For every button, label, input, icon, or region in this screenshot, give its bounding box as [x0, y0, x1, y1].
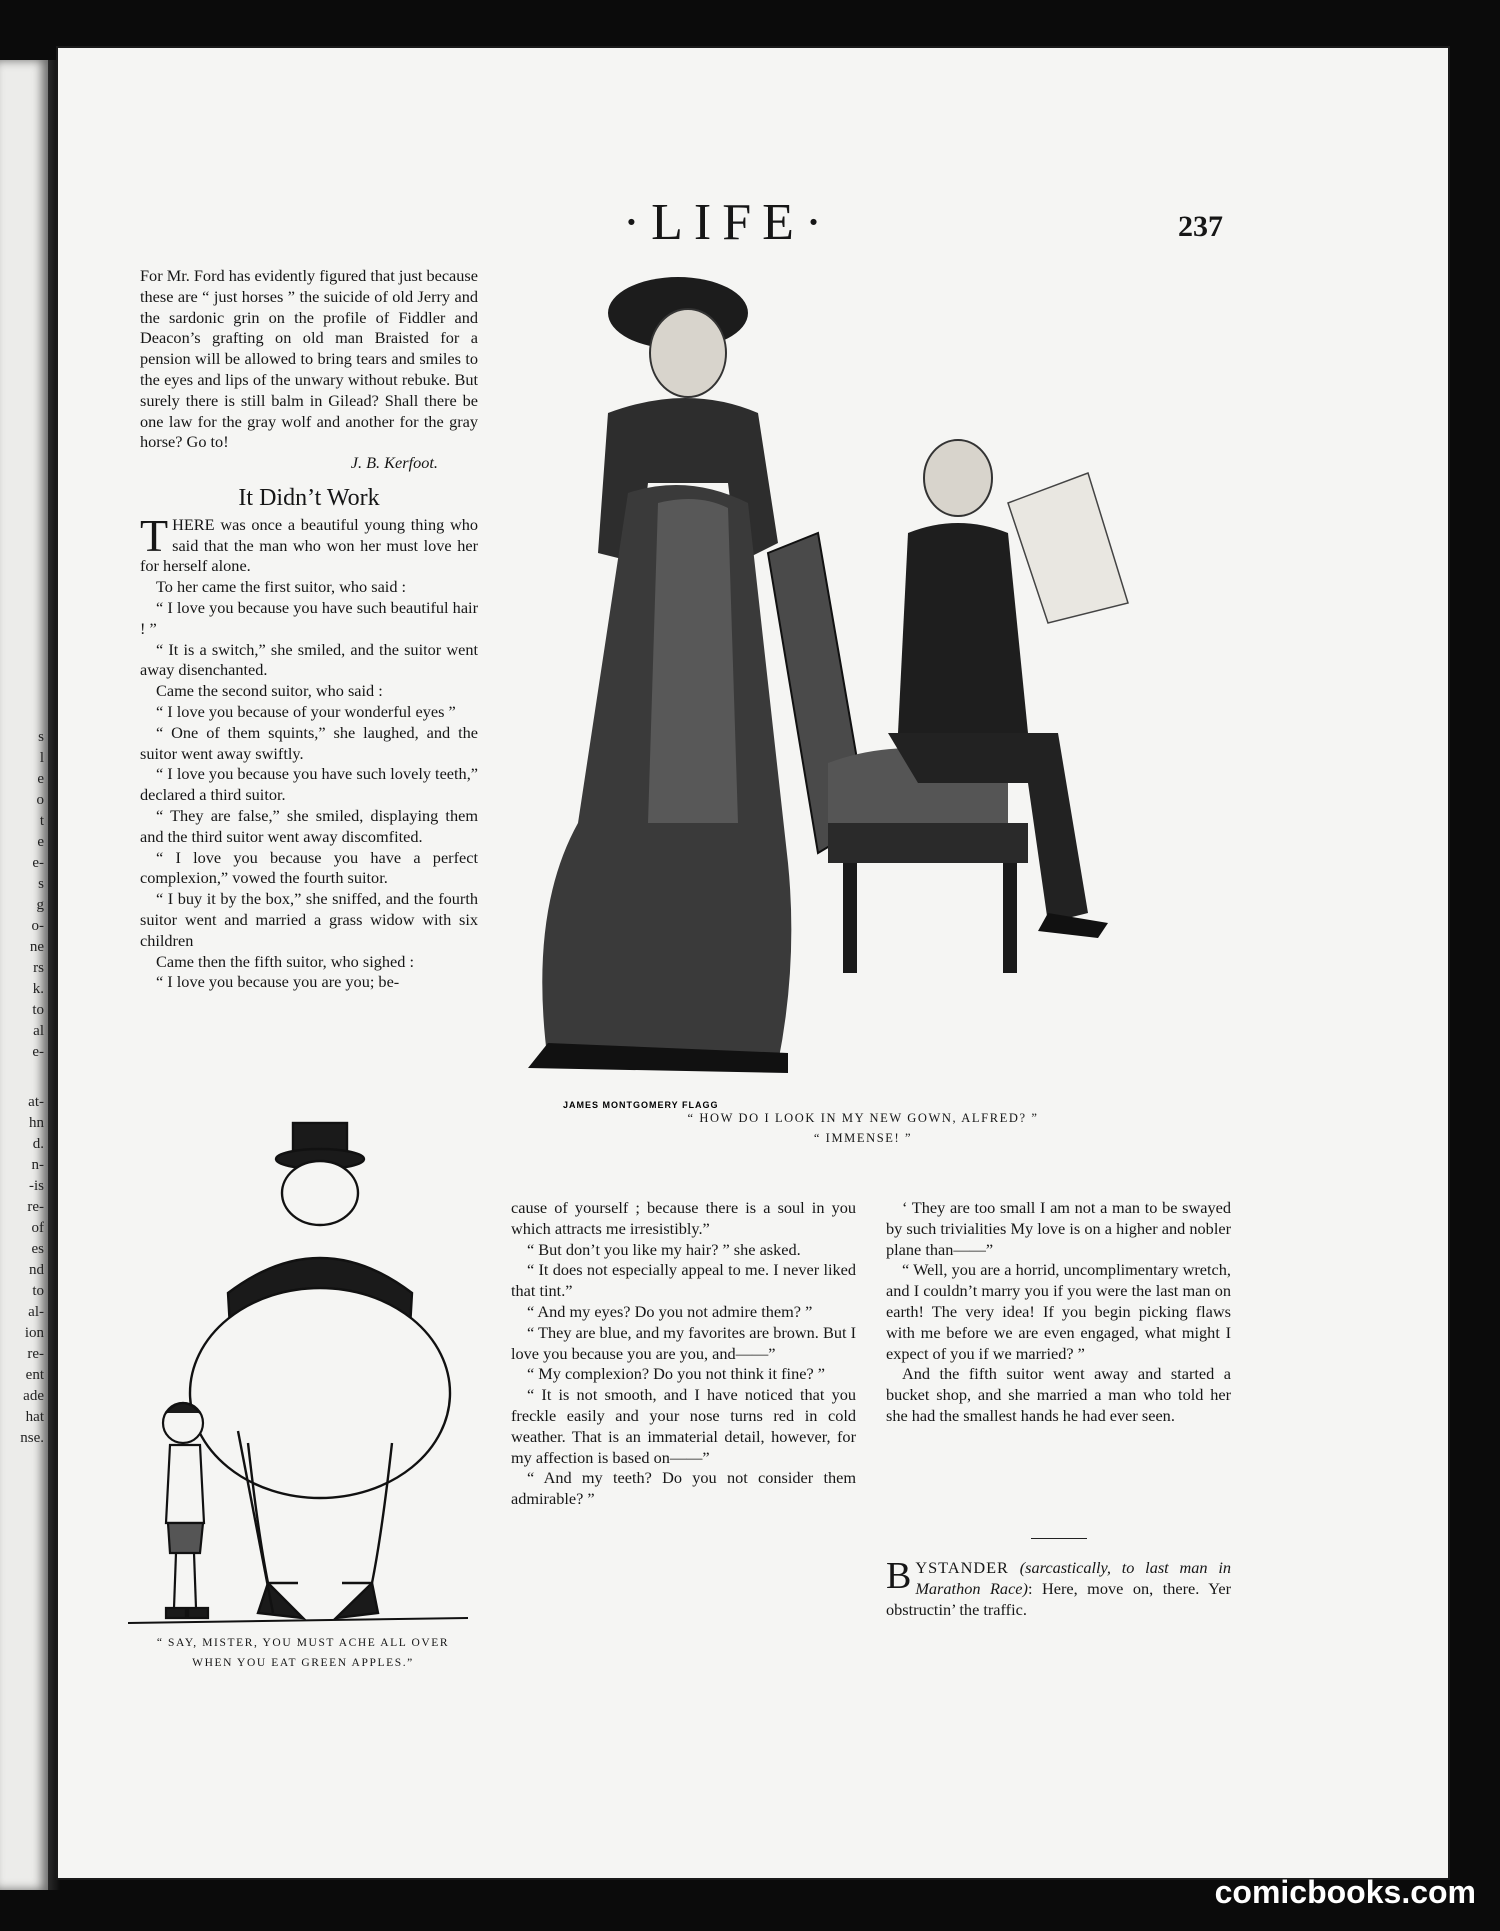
- facing-page-fragment: ade: [23, 1388, 44, 1404]
- facing-page-fragment: e-: [32, 855, 44, 871]
- facing-page-fragment: nd: [29, 1262, 44, 1278]
- story-paragraph: Came then the fifth suitor, who sighed :: [156, 951, 414, 971]
- small-caption-line-1: “ SAY, MISTER, YOU MUST ACHE ALL OVER: [156, 1637, 450, 1649]
- story-paragraph: “ But don’t you like my hair? ” she asked.: [527, 1239, 801, 1259]
- column-2: [511, 1198, 856, 1510]
- section-divider: [1031, 1538, 1087, 1539]
- story-paragraph: Came the second suitor, who said :: [156, 681, 383, 701]
- story-paragraph: “ I buy it by the box,” she sniffed, and the fourth suitor went and married a grass widow with six children: [140, 889, 478, 950]
- magazine-page: [58, 48, 1448, 1878]
- magazine-title: ·LIFE·: [622, 194, 834, 251]
- facing-page-fragment: al: [33, 1023, 44, 1039]
- watermark: comicbooks.com: [1214, 1874, 1476, 1910]
- story-title: It Didn’t Work: [238, 484, 380, 511]
- facing-page-fragment: o: [36, 792, 44, 808]
- main-illustration: [488, 263, 1258, 1163]
- story-paragraph: “ It does not especially appeal to me. I never liked that tint.”: [511, 1260, 856, 1301]
- facing-page-fragment: at-: [28, 1094, 44, 1110]
- story-paragraph: To her came the first suitor, who said :: [156, 577, 407, 597]
- page-number: 237: [1178, 210, 1223, 243]
- facing-page-fragment: al-: [28, 1304, 44, 1320]
- main-caption-line-2: “ IMMENSE! ”: [813, 1131, 913, 1145]
- story-paragraph: “ One of them squints,” she laughed, and the suitor went away swiftly.: [140, 722, 478, 763]
- artist-signature: JAMES MONTGOMERY FLAGG: [563, 1100, 719, 1110]
- story-paragraph: “ And my teeth? Do you not consider them admirable? ”: [511, 1468, 856, 1509]
- story-paragraph: “ I love you because you have such lovely teeth,” declared a third suitor.: [140, 764, 478, 805]
- facing-page-fragment: -is: [29, 1178, 44, 1194]
- story-paragraph: “ It is a switch,” she smiled, and the suitor went away disenchanted.: [140, 639, 478, 680]
- column-3: [886, 1198, 1231, 1427]
- story-paragraph: “ My complexion? Do you not think it fine? ”: [527, 1364, 825, 1384]
- facing-page-fragment: ent: [25, 1367, 44, 1383]
- story-paragraph: “ They are blue, and my favorites are brown. But I love you because you are you, and——”: [511, 1322, 856, 1363]
- facing-page-edge: [0, 60, 48, 1890]
- small-caption: [118, 1633, 488, 1673]
- bystander-text: : Here, move on, there. Yer obstructin’ the traffic.: [886, 1578, 1231, 1619]
- author-signature: J. B. Kerfoot.: [350, 453, 438, 473]
- facing-page-fragment: hat: [25, 1409, 44, 1425]
- small-caption-line-2: WHEN YOU EAT GREEN APPLES.”: [192, 1657, 414, 1669]
- small-illustration: [108, 1113, 468, 1633]
- facing-page-fragment: s: [38, 876, 44, 892]
- facing-page-fragment: e: [37, 834, 44, 850]
- facing-page-fragment: re-: [27, 1346, 44, 1362]
- story-paragraph: “ They are false,” she smiled, displaying them and the third suitor went away discomfited.: [140, 805, 478, 846]
- facing-page-fragment: rs: [33, 960, 44, 976]
- story-paragraph: “ I love you because you have a perfect complexion,” vowed the fourth suitor.: [140, 847, 478, 888]
- main-caption: [633, 1108, 1093, 1148]
- kerfoot-review-end: For Mr. Ford has evidently figured that just because these are “ just horses ” the suicide of old Jerry and the sardonic grin on the profile of Fiddler and Deacon’s grafting on old man Braisted for a pension will be allowed to bring tears and smiles to the eyes and lips of the unwary without rebuke. But surely there is still balm in Gilead? Shall there be one law for the gray wolf and another for the gray horse? Go to!: [140, 266, 478, 452]
- facing-page-fragment: e: [37, 771, 44, 787]
- facing-page-fragment: hn: [29, 1115, 44, 1131]
- facing-page-fragment: s: [38, 729, 44, 745]
- story-paragraph: “ I love you because you have such beautiful hair ! ”: [140, 597, 478, 638]
- story-paragraph: “ Well, you are a horrid, uncomplimentary wretch, and I couldn’t marry you if you were the last man on earth! The very idea! If you begin picking flaws with me before we are even engaged, what might I expect of you if we married? ”: [886, 1260, 1231, 1363]
- story-opening-text: HERE was once a beautiful young thing who said that the man who won her must love her for herself alone.: [140, 514, 478, 576]
- story-paragraph: cause of yourself ; because there is a soul in you which attracts me irresistibly.”: [511, 1198, 856, 1238]
- facing-page-fragment: es: [31, 1241, 44, 1257]
- story-paragraph: “ And my eyes? Do you not admire them? ”: [527, 1301, 813, 1321]
- facing-page-fragment: ion: [24, 1325, 44, 1341]
- story-paragraph: “ I love you because you are you; be-: [156, 972, 400, 992]
- bystander-label: YSTANDER: [915, 1558, 1009, 1577]
- facing-page-fragment: of: [31, 1220, 44, 1236]
- bystander-stage-direction: (sarcastically, to last man in Marathon Race): [915, 1558, 1231, 1598]
- story-paragraph: “ I love you because of your wonderful eyes ”: [156, 701, 456, 721]
- facing-page-fragment: n-: [31, 1157, 44, 1173]
- facing-page-fragment: ne: [29, 939, 44, 955]
- column-1: [140, 266, 478, 993]
- story-paragraph: ‘ They are too small I am not a man to be swayed by such trivialities My love is on a higher and nobler plane than——”: [886, 1198, 1231, 1259]
- facing-page-fragment: d.: [32, 1136, 44, 1152]
- bystander-joke: [886, 1555, 1231, 1620]
- facing-page-fragment: re-: [27, 1199, 44, 1215]
- story-paragraph: And the fifth suitor went away and started a bucket shop, and she married a man who told her she had the smallest hands he had ever seen.: [886, 1364, 1231, 1425]
- fat-man-figure: [190, 1123, 450, 1618]
- facing-page-fragment: l: [39, 750, 44, 766]
- facing-page-fragment: e-: [32, 1044, 44, 1060]
- main-caption-line-1: “ HOW DO I LOOK IN MY NEW GOWN, ALFRED? ”: [687, 1111, 1039, 1125]
- woman-figure: [528, 277, 791, 1073]
- story-opening: [140, 509, 478, 577]
- facing-page-fragment: t: [39, 813, 44, 829]
- bystander-drop-cap: B: [886, 1555, 912, 1597]
- facing-page-fragment: g: [36, 897, 44, 913]
- facing-page-fragment: to: [32, 1002, 44, 1018]
- facing-page-fragment: o-: [31, 918, 44, 934]
- facing-page-fragment: k.: [32, 981, 44, 997]
- facing-page-fragment: to: [32, 1283, 44, 1299]
- drop-cap: T: [140, 509, 169, 561]
- facing-page-fragment: nse.: [20, 1430, 44, 1446]
- story-paragraph: “ It is not smooth, and I have noticed that you freckle easily and your nose turns red in cold weather. That is an immaterial detail, however, for my affection is based on——”: [511, 1385, 856, 1467]
